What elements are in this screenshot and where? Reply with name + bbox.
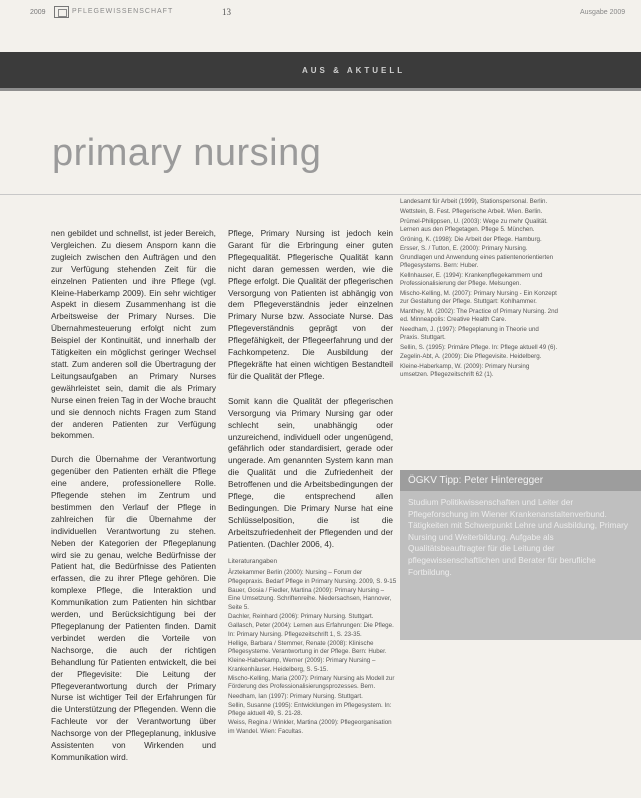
- issue-number: 13: [222, 7, 231, 17]
- literature-item: Sellin, Susanne (1995): Entwicklungen im Pflegesystem. In: Pflege aktuell 49, S. 21-28.: [228, 701, 392, 718]
- article-title: primary nursing: [52, 132, 322, 174]
- page-header: [0, 0, 641, 26]
- article-column-1: [51, 228, 216, 764]
- reference-item: Gröning, K. (1998): Die Arbeit der Pflege. Hamburg.: [400, 235, 542, 243]
- section-label: AUS & AKTUELL: [302, 66, 406, 75]
- literature-item: Mischo-Kelling, Maria (2007): Primary Nursing als Modell zur Förderung des Professionalisierungsprozesses. Bern.: [228, 675, 395, 691]
- section-band: [0, 52, 641, 88]
- info-box: [400, 470, 641, 640]
- reference-item: Manthey, M. (2002): The Practice of Primary Nursing. 2nd ed. Minneapolis: Creative Health Care.: [400, 307, 558, 323]
- magazine-logo-icon: [54, 6, 69, 18]
- literature-item: Dachler, Reinhard (2006): Primary Nursing. Stuttgart.: [228, 613, 374, 621]
- info-box-text: Studium Politikwissenschaften und Leiter der Pflegeforschung im Wiener Krankenanstaltenverbund. Tätigkeiten mit Schwerpunkt Lehre und Ausbildung, Primary Nursing und Weiterbildung. Aufgabe als Qualitätsbeauftragter für die Leitung der pflegewissenschaftlichen und Berater für berufliche Fortbildung.: [408, 497, 628, 577]
- literature-item: Bauer, Gosia / Fiedler, Martina (2009): Primary Nursing – Eine Umsetzung. Schriftenreihe. Niedersachsen, Hannover, Seite 5.: [228, 587, 392, 611]
- reference-item: Kellnhauser, E. (1994): Krankenpflegekammern und Professionalisierung der Pflege. Melsungen.: [400, 271, 543, 287]
- magazine-name: PFLEGEWISSENSCHAFT: [72, 8, 174, 15]
- reference-item: Prümel-Philippsen, U. (2003): Wege zu mehr Qualität. Lernen aus den Pflegetagen. Pflege 5. München.: [400, 217, 548, 233]
- page-number: 2009: [30, 9, 46, 16]
- reference-item: Landesamt für Arbeit (1999), Stationspersonal. Berlin.: [400, 198, 548, 205]
- issue-date: Ausgabe 2009: [580, 9, 626, 16]
- title-divider: [0, 194, 641, 195]
- literature-item: Ärztekammer Berlin (2000): Nursing – Forum der Pflegepraxis. Bedarf Pflege in Primary Nursing. 2009, S. 9-15: [228, 569, 397, 585]
- reference-item: Wettstein, B. Fest. Pflegerische Arbeit. Wien. Berlin.: [400, 207, 543, 215]
- reference-item: Ersser, S. / Tutton, E. (2000): Primary Nursing. Grundlagen und Anwendung eines patientenorientierten Pflegesystems. Bern: Huber.: [400, 245, 554, 269]
- literature-item: Kleine-Haberkamp, Werner (2009): Primary Nursing – Krankenhäuser. Heidelberg, S. 5-15.: [228, 657, 376, 673]
- column-2-paragraph-2: Somit kann die Qualität der pflegerischen Versorgung via Primary Nursing gar oder schlecht sein, unabhängig oder unzureichend, individuell oder ungenügend, gefährlich oder standardisiert, gerade oder ungerade. Am genannten System kann man die Qualität und die Zufriedenheit der Betroffenen und die Arbeitsbedingungen der Pflege, die entsprechend allen Bedingungen. Die Primary Nurse hat eine Schlüsselposition, die ist die Arbeitszufriedenheit der Pflegenden und der Patienten. (Dachler 2006, 4).: [228, 395, 393, 549]
- literature-item: Gallasch, Peter (2004): Lernen aus Erfahrungen: Die Pflege. In: Primary Nursing. Pflegezeitschrift 1, S. 23-35.: [228, 622, 394, 638]
- column-1-paragraph-1: nen gebildet und schnellst, ist jeder Bereich, Vergleichen. Zu diesem Ansporn kann die zugleich zwischen den Aufträgen und den zur Verfügung stehenden Zeit für die einzelnen Patienten und ihre Pflege (vgl. Kleine-Haberkamp 2009). Ein sehr wichtiger Aspekt in diesem Zusammenhang ist die Arbeitsweise der Primary Nurses. Die Übernahmesteuerung erfolgt nicht zum Beispiel der Kontinuität, und innerhalb der Tätigkeiten ein möglichst geringer Wechsel statt. Zum anderen soll die Übertragung der Leitungsaufgaben an Primary Nurses gewährleistet sein, damit die als Primary Nurse einen freien Tag in der Woche braucht und sie dennoch nichts Fragen zum Stand der anderen Patienten zur Verfügung bekommen.: [51, 228, 216, 441]
- reference-item: Sellin, S. (1995): Primäre Pflege. In: Pflege aktuell 49 (6).: [400, 343, 558, 351]
- reference-item: Mischo-Kelling, M. (2007): Primary Nursing - Ein Konzept zur Gestaltung der Pflege. Stuttgart: Kohlhammer.: [400, 289, 557, 305]
- article-column-2: [228, 228, 393, 551]
- literature-heading: Literaturangaben: [228, 558, 278, 565]
- literature-item: Needham, Ian (1997): Primary Nursing. Stuttgart.: [228, 692, 363, 700]
- section-rule: [0, 88, 641, 91]
- column-2-paragraph-1: Pflege, Primary Nursing ist jedoch kein Garant für die Erbringung einer guten Pflegequalität. Pflegerische Qualität kann nicht daran gemessen werden, wie die Pflege erfolgt. Die Qualität der pflegerischen Versorgung von Patienten ist abhängig von dem Pflegeverständnis jeder einzelnen Primary Nurse bzw. Associate Nurse. Das Pflegeverständnis geprägt von der Pflegefähigkeit, der Pflegeerfahrung und der Fachkompetenz. Die Ausbildung der Pflegekräfte hat einen wichtigen Bestandteil für die Qualität der Pflege.: [228, 228, 393, 381]
- column-1-paragraph-2: Durch die Übernahme der Verantwortung gegenüber den Patienten erhält die Pflege eine andere, professionellere Rolle. Pflegende stehen im Zentrum und bestimmen den Verlauf der Pflege in zahlreichen für die Übernahme der individuellen Verantwortung zu stehen. Neben der Kategorien der Pflegeplanung wird sie zu genau, welche Bedürfnisse der Patient hat, die Bedürfnisse des Patienten erfassen, die zu ihrer Pflege gehören. Die komplexe Pflege, die Interaktion und Kommunikation zum Patienten hin sichtbar werden, und Berücksichtigung bei der Pflegeplanung der Patienten finden. Damit verbindet werden die Vorteile von Nachsorge, die auch der richtigen Behandlung für Patienten entwickelt, die bei der Pflegevisite: Die Leitung der Pflegeverantwortung durch der Primary Nurse ist wichtiger Teil der Erfahrungen für die Unterstützung der Pflegenden. Wenn die Fachleute vor der Verantwortung über Nachsorge von der Pflegeplanung, inklusive Assistenten von Wirkenden und Kommunikation wird.: [51, 454, 216, 762]
- info-box-title: ÖGKV Tipp: Peter Hinteregger: [400, 470, 641, 491]
- literature-list: [228, 558, 398, 737]
- literature-item: Hellige, Barbara / Stemmer, Renate (2008): Klinische Pflegesysteme. Verantwortung in der Pflege. Bern: Huber.: [228, 639, 387, 656]
- reference-column: [400, 198, 558, 381]
- reference-item: Kleine-Haberkamp, W. (2009): Primary Nursing umsetzen. Pflegezeitschrift 62 (1).: [400, 363, 530, 379]
- literature-item: Weiss, Regina / Winkler, Martina (2009): Pflegeorganisation im Wandel. Wien: Facultas.: [228, 719, 392, 735]
- reference-item: Needham, J. (1997): Pflegeplanung in Theorie und Praxis. Stuttgart.: [400, 325, 539, 341]
- reference-item: Zegelin-Abt, A. (2009): Die Pflegevisite. Heidelberg.: [400, 353, 542, 361]
